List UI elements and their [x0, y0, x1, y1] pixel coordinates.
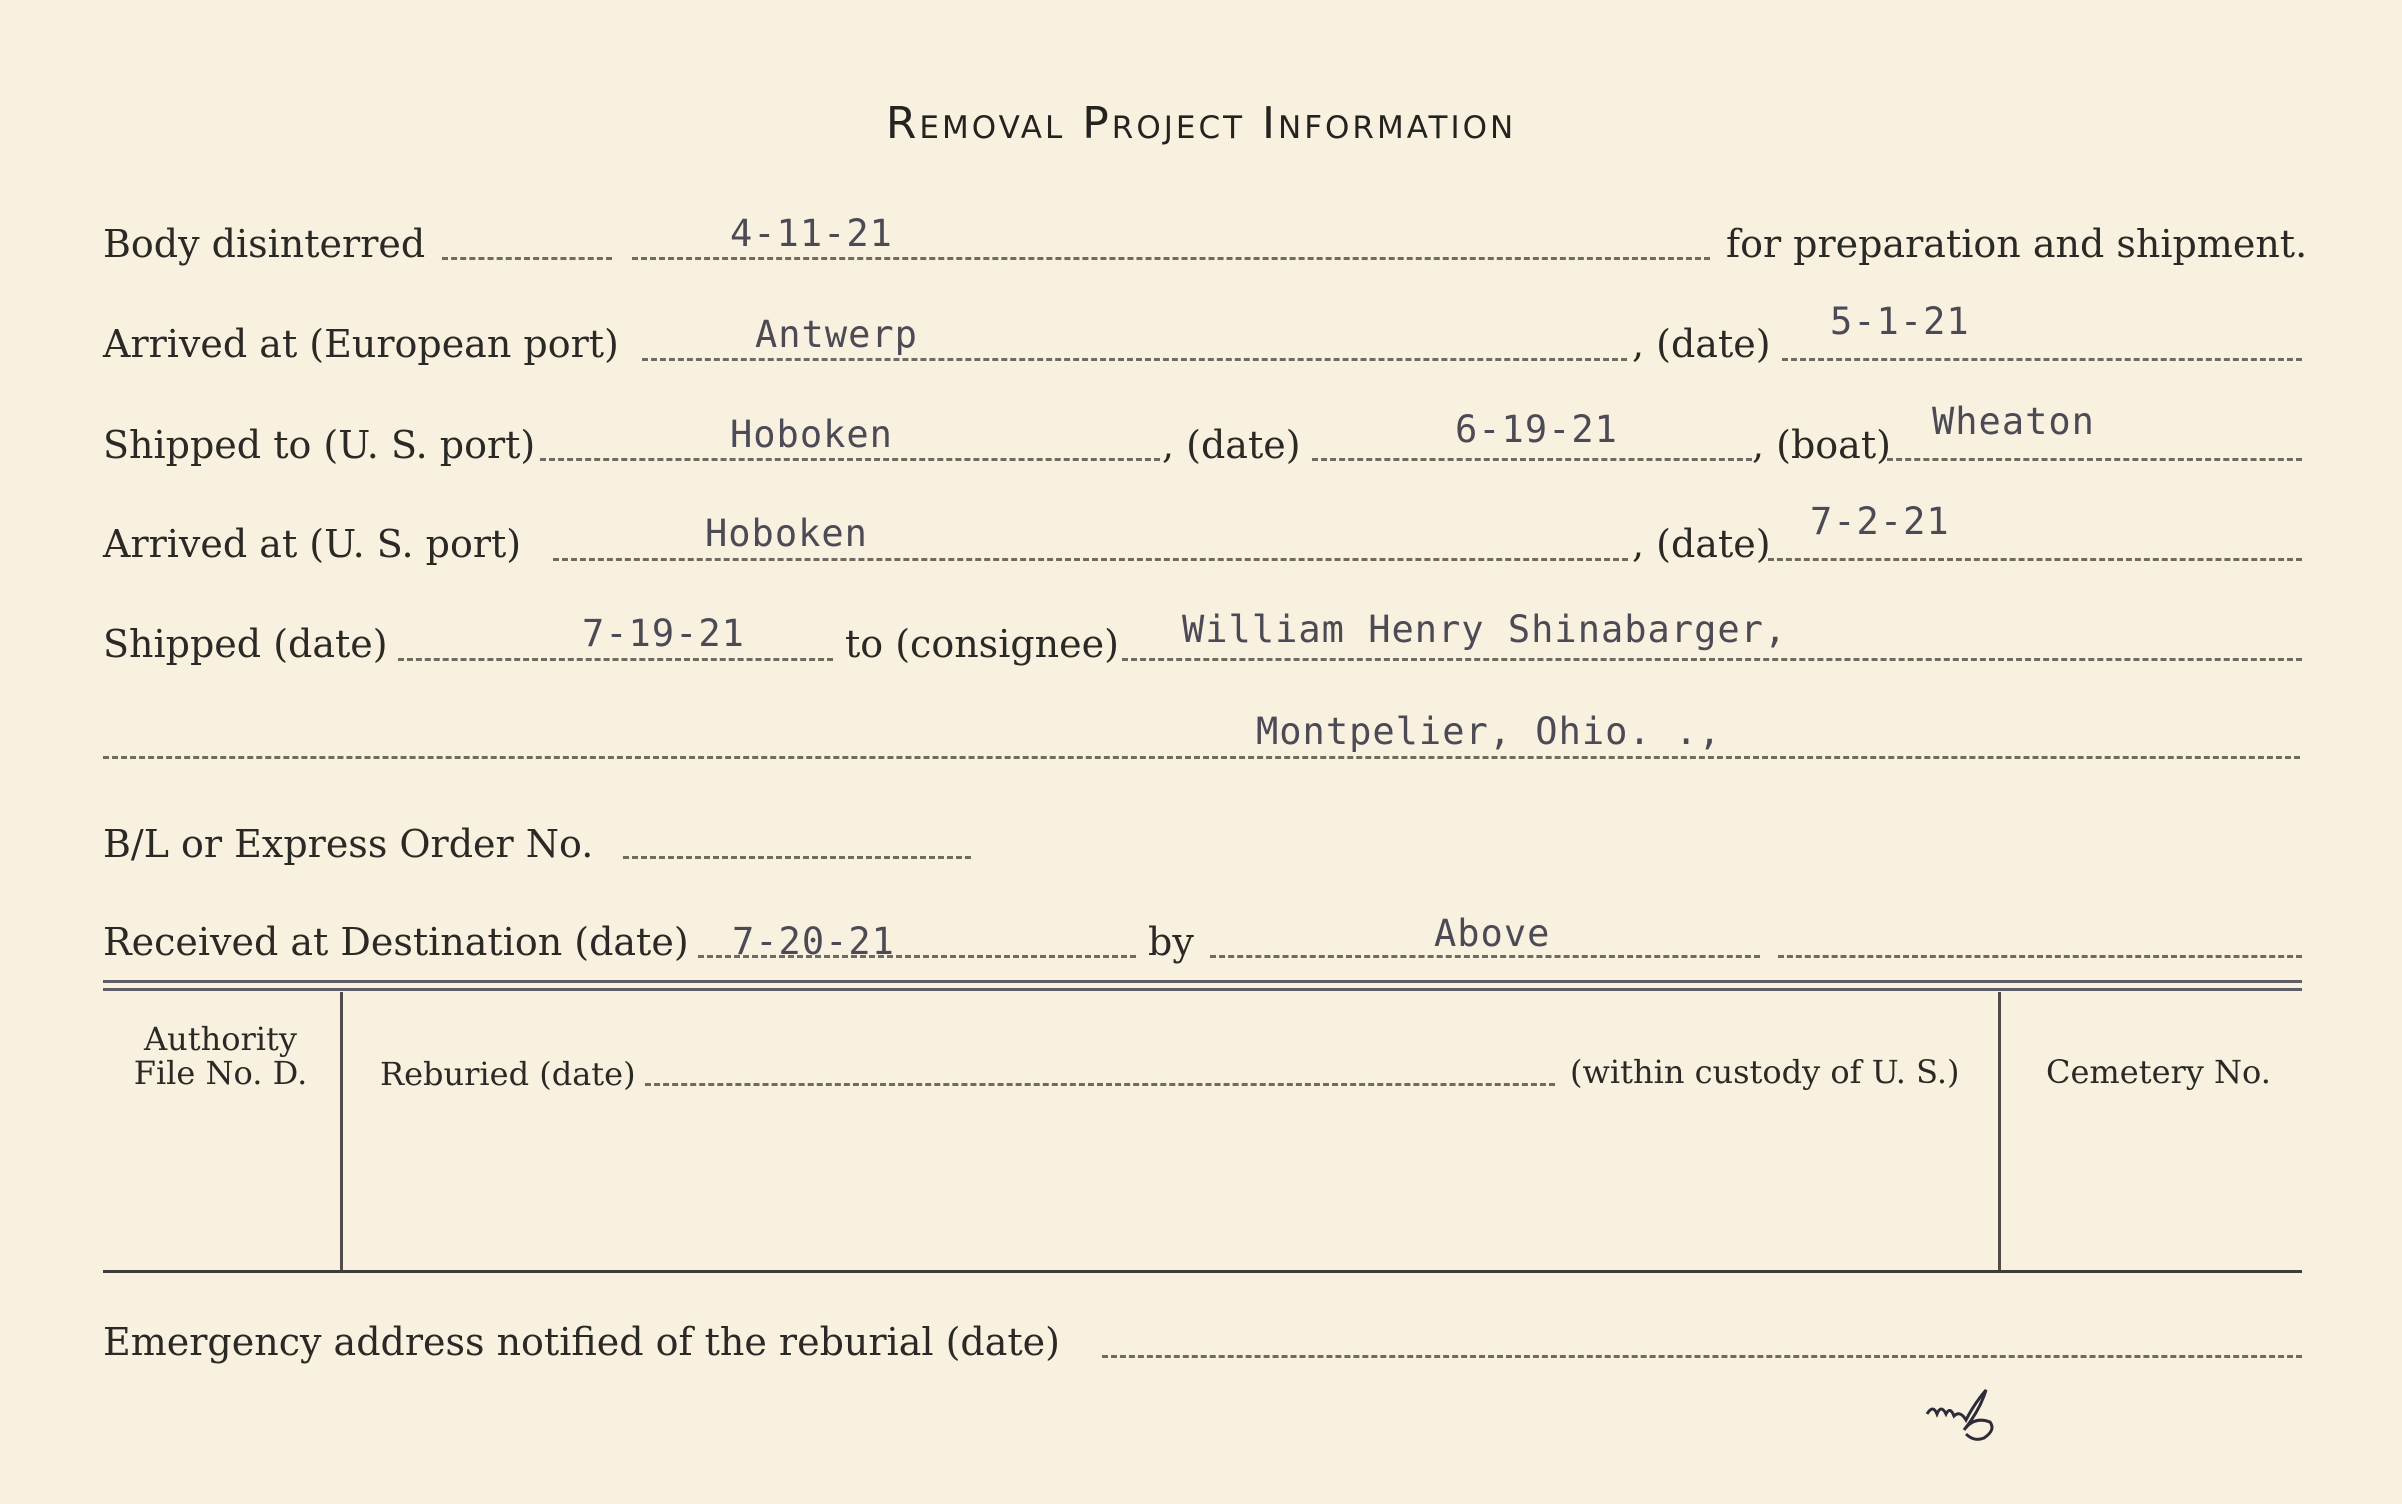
- dotted-line: [103, 756, 2300, 759]
- table-divider: [1998, 992, 2001, 1270]
- disinterred-value: 4-11-21: [730, 212, 893, 255]
- table-bottom-rule: [103, 1270, 2302, 1273]
- dotted-line: [1778, 955, 2302, 958]
- us-ship-label: Shipped to (U. S. port): [103, 423, 536, 467]
- shipped-label: Shipped (date): [103, 622, 388, 666]
- dotted-line: [1122, 658, 2302, 661]
- disinterred-suffix: for preparation and shipment.: [1726, 222, 2308, 266]
- emergency-label: Emergency address notified of the reburial (date): [103, 1320, 1060, 1364]
- consignee-line2: Montpelier, Ohio. .,: [1256, 710, 1722, 753]
- dotted-line: [642, 358, 1627, 361]
- dotted-line: [442, 257, 612, 260]
- dotted-line: [553, 558, 1628, 561]
- table-top-rule-2: [103, 988, 2302, 991]
- by-label: by: [1148, 920, 1194, 964]
- authority-label: Authority File No. D.: [133, 1020, 308, 1092]
- us-ship-value: Hoboken: [730, 413, 893, 456]
- received-value: 7-20-21: [732, 920, 895, 963]
- dotted-line: [1210, 955, 1760, 958]
- bl-label: B/L or Express Order No.: [103, 822, 594, 866]
- us-arrive-date-label: , (date): [1632, 522, 1771, 566]
- reburied-label: Reburied (date): [380, 1055, 636, 1093]
- us-arrive-value: Hoboken: [705, 512, 868, 555]
- us-ship-date-label: , (date): [1162, 423, 1301, 467]
- dotted-line: [1312, 458, 1752, 461]
- dotted-line: [540, 458, 1160, 461]
- consignee-line1: William Henry Shinabarger,: [1182, 608, 1788, 651]
- dotted-line: [1102, 1355, 2302, 1358]
- dotted-line: [1768, 558, 2302, 561]
- dotted-line: [645, 1083, 1555, 1086]
- dotted-line: [632, 257, 1710, 260]
- us-ship-date-value: 6-19-21: [1455, 408, 1618, 451]
- dotted-line: [398, 658, 833, 661]
- shipped-value: 7-19-21: [582, 612, 745, 655]
- dotted-line: [1887, 458, 2302, 461]
- boat-value: Wheaton: [1932, 400, 2095, 443]
- table-divider: [340, 992, 343, 1270]
- cemetery-label: Cemetery No.: [2046, 1053, 2271, 1091]
- euro-date-value: 5-1-21: [1830, 300, 1970, 343]
- card-title: Removal Project Information: [885, 98, 1517, 149]
- euro-date-label: , (date): [1632, 322, 1771, 366]
- euro-port-label: Arrived at (European port): [103, 322, 619, 366]
- received-label: Received at Destination (date): [103, 920, 689, 964]
- consignee-label: to (consignee): [845, 622, 1119, 666]
- handwritten-initials: [1925, 1372, 2015, 1442]
- us-arrive-label: Arrived at (U. S. port): [103, 522, 522, 566]
- custody-label: (within custody of U. S.): [1570, 1053, 1960, 1091]
- euro-port-value: Antwerp: [755, 313, 918, 356]
- dotted-line: [623, 856, 971, 859]
- disinterred-label: Body disinterred: [103, 222, 426, 266]
- table-top-rule: [103, 980, 2302, 983]
- dotted-line: [1782, 358, 2302, 361]
- received-by-value: Above: [1434, 912, 1551, 955]
- boat-label: , (boat): [1752, 423, 1891, 467]
- us-arrive-date-value: 7-2-21: [1810, 500, 1950, 543]
